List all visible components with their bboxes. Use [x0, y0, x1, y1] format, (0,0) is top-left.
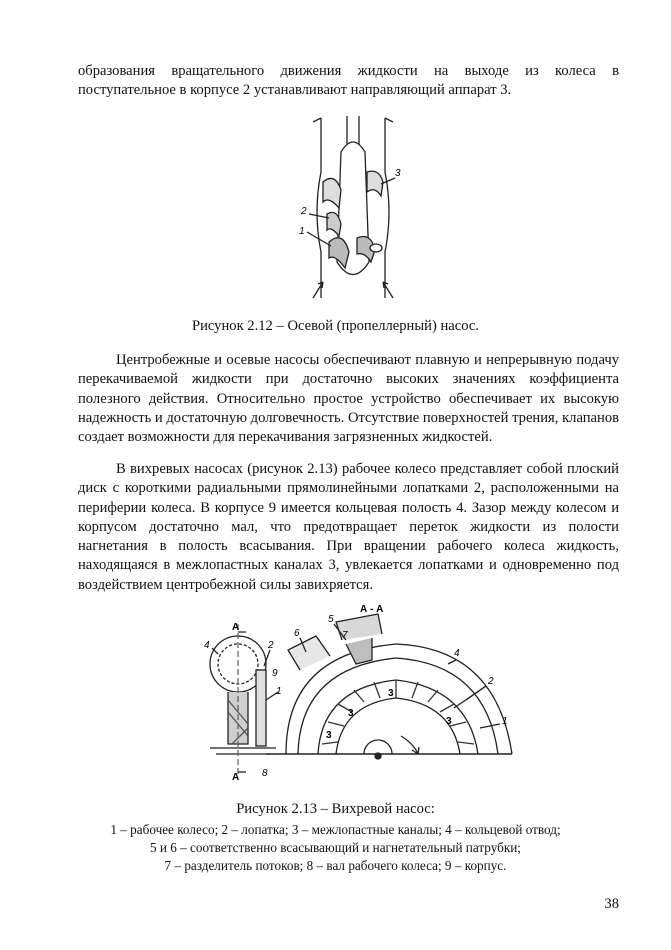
legend-line: 7 – разделитель потоков; 8 – вал рабочего колеса; 9 – корпус.: [164, 858, 507, 873]
figure-caption-2-12: Рисунок 2.12 – Осевой (пропеллерный) насос.: [191, 318, 480, 334]
fig2-channel-3-c: 3: [326, 730, 332, 741]
vortex-pump-figure: [196, 604, 516, 784]
fig2-channel-3-b: 3: [348, 708, 354, 719]
discharge-nozzle: [288, 636, 330, 670]
fig2-label-4-right: 4: [454, 648, 460, 659]
fig2-label-7: 7: [342, 630, 348, 641]
fig2-label-1-right: 1: [502, 716, 508, 727]
fig2-label-4-left: 4: [204, 640, 210, 651]
fig2-channel-3-d: 3: [446, 716, 452, 727]
pipe-right-wall: [385, 118, 389, 298]
axial-pump-figure: [283, 112, 423, 302]
fig1-label-2: 2: [301, 206, 307, 217]
housing-wall: [256, 670, 266, 746]
fig2-label-2-right: 2: [488, 676, 494, 687]
paragraph-intro: образования вращательного движения жидкости на выходе из колеса в поступательное в корпусе 2 устанавливают направляющий аппарат 3.: [78, 63, 619, 99]
fig2-channel-3-a: 3: [388, 688, 394, 699]
page-number: 38: [604, 896, 619, 912]
fig2-label-5: 5: [328, 614, 334, 625]
section-mark-top: А: [232, 622, 240, 633]
section-label-a-a: А - А: [360, 604, 384, 615]
legend-line: 1 – рабочее колесо; 2 – лопатка; 3 – межлопастные каналы; 4 – кольцевой отвод;: [110, 822, 561, 837]
legend-line: 5 и 6 – соответственно всасывающий и нагнетательный патрубки;: [150, 840, 521, 855]
fig2-label-9: 9: [272, 668, 278, 679]
flow-divider: [346, 638, 372, 664]
paragraph-centrifugal: Центробежные и осевые насосы обеспечивают плавную и непрерывную подачу перекачиваемой жидкости при достаточно высоких значениях коэффициента полезного действия. Относительно простое устройство обеспечивает их высокую надежность и достаточную долговечность. Отсутствие поверхностей трения, клапанов создает возможности для перекачивания загрязненных жидкостей.: [78, 352, 620, 446]
pipe-left-wall: [317, 118, 321, 298]
section-mark-bottom: А: [232, 772, 240, 783]
figure-legend: [0, 821, 671, 875]
figure-caption-2-13: Рисунок 2.13 – Вихревой насос:: [236, 801, 435, 817]
fig1-label-3: 3: [395, 168, 401, 179]
fig2-label-8: 8: [262, 768, 268, 779]
fig2-label-6: 6: [294, 628, 300, 639]
fig2-label-1-left: 1: [276, 686, 282, 697]
impeller-rim: [318, 680, 478, 754]
fig2-label-2-left: 2: [268, 640, 274, 651]
paragraph-vortex: В вихревых насосах (рисунок 2.13) рабочее колесо представляет собой плоский диск с короткими радиальными прямолинейными лопатками 2, расположенными на периферии колеса. В корпусе 9 имеется кольцевая полость 4. Зазор между колесом и корпусом достаточно мал, что предотвращает переток жидкости из полости нагнетания в полость всасывания. При вращении рабочего колеса жидкость, находящаяся в межлопастных каналах 3, увлекается лопатками и одновременно под воздействием центробежной силы завихряется.: [78, 461, 619, 593]
fig1-label-1: 1: [299, 226, 305, 237]
